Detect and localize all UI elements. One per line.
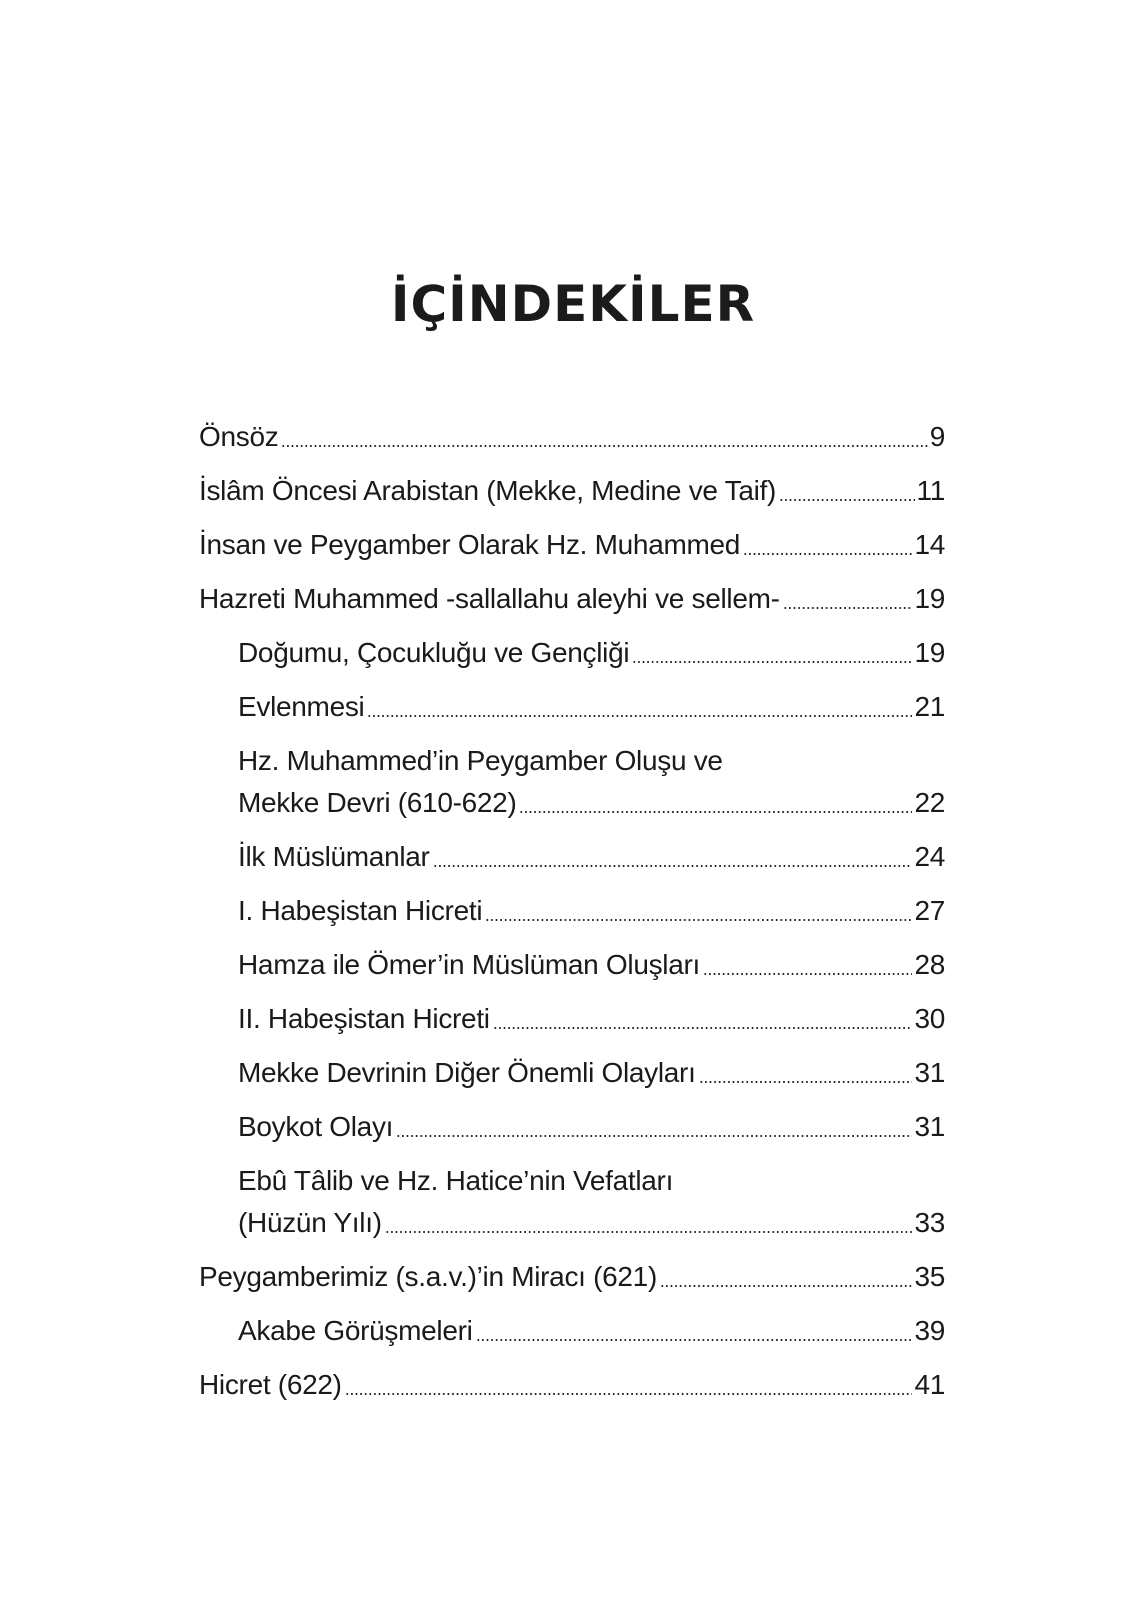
toc-page-number: 21 (914, 691, 945, 722)
toc-entry-i-habesistan-hicreti[interactable] (199, 890, 945, 932)
toc-page-number: 33 (914, 1207, 945, 1238)
toc-entry-insan-ve-peygamber[interactable] (199, 524, 945, 566)
dot-leader (783, 607, 913, 609)
dot-leader (699, 1081, 913, 1083)
toc-entry-title: İlk Müslümanlar (238, 841, 430, 872)
toc-page-number: 35 (914, 1261, 945, 1292)
dot-leader (660, 1285, 912, 1287)
toc-entry-hicret[interactable] (199, 1364, 945, 1406)
toc-entry-title: Akabe Görüşmeleri (238, 1315, 473, 1346)
dot-leader (493, 1027, 913, 1029)
dot-leader (396, 1135, 912, 1137)
dot-leader (485, 919, 912, 921)
toc-entry-title: Hamza ile Ömer’in Müslüman Oluşları (238, 949, 701, 980)
dot-leader (367, 715, 912, 717)
toc-entry-evlenmesi[interactable] (199, 686, 945, 728)
toc-entry-title-line1: Hz. Muhammed’in Peygamber Oluşu ve (238, 745, 723, 776)
dot-leader (476, 1339, 913, 1341)
toc-entry-title: Evlenmesi (238, 691, 365, 722)
toc-page-number: 30 (914, 1003, 945, 1034)
toc-entry-title: Hazreti Muhammed -sallallahu aleyhi ve sellem- (199, 583, 780, 614)
toc-entry-akabe-gorusmeleri[interactable] (199, 1310, 945, 1352)
table-of-contents (199, 416, 945, 1418)
toc-entry-boykot-olayi[interactable] (199, 1106, 945, 1148)
dot-leader (779, 499, 915, 501)
toc-entry-miraci[interactable] (199, 1256, 945, 1298)
toc-page-number: 31 (914, 1111, 945, 1142)
dot-leader (743, 553, 912, 555)
toc-entry-title: Önsöz (199, 421, 279, 452)
toc-page-number: 14 (914, 529, 945, 560)
toc-page-number: 39 (914, 1315, 945, 1346)
toc-entry-title-line1: Ebû Tâlib ve Hz. Hatice’nin Vefatları (238, 1165, 674, 1196)
toc-entry-title: İslâm Öncesi Arabistan (Mekke, Medine ve Taif) (199, 475, 777, 506)
toc-entry-dogumu[interactable] (199, 632, 945, 674)
toc-entry-last-line (238, 1202, 945, 1244)
toc-entry-title: İnsan ve Peygamber Olarak Hz. Muhammed (199, 529, 741, 560)
dot-leader (281, 445, 927, 447)
toc-entry-title: Mekke Devrinin Diğer Önemli Olayları (238, 1057, 696, 1088)
toc-page-number: 22 (914, 787, 945, 818)
toc-entry-title-line2: (Hüzün Yılı) (238, 1207, 382, 1238)
dot-leader (433, 865, 913, 867)
page-title: İÇİNDEKİLER (390, 275, 756, 333)
toc-entry-title: I. Habeşistan Hicreti (238, 895, 483, 926)
toc-entry-mekke-devrinin-olaylari[interactable] (199, 1052, 945, 1094)
toc-entry-title: Doğumu, Çocukluğu ve Gençliği (238, 637, 630, 668)
toc-entry-ii-habesistan-hicreti[interactable] (199, 998, 945, 1040)
toc-entry-title: Boykot Olayı (238, 1111, 394, 1142)
toc-page-number: 19 (914, 583, 945, 614)
toc-page-number: 28 (914, 949, 945, 980)
toc-entry-title: Peygamberimiz (s.a.v.)’in Miracı (621) (199, 1261, 657, 1292)
toc-page-number: 24 (914, 841, 945, 872)
toc-entry-last-line (238, 782, 945, 824)
toc-page-number: 41 (914, 1369, 945, 1400)
toc-page-number: 9 (929, 421, 945, 452)
toc-entry-title: Hicret (622) (199, 1369, 342, 1400)
toc-entry-hazreti-muhammed[interactable] (199, 578, 945, 620)
toc-page-number: 11 (916, 475, 945, 506)
toc-entry-peygamber-olusu[interactable] (199, 740, 945, 824)
dot-leader (519, 811, 912, 813)
dot-leader (345, 1393, 913, 1395)
toc-page-number: 19 (914, 637, 945, 668)
toc-entry-onsoz[interactable] (199, 416, 945, 458)
toc-entry-huzun-yili[interactable] (199, 1160, 945, 1244)
dot-leader (385, 1231, 913, 1233)
dot-leader (703, 973, 912, 975)
toc-page-number: 27 (914, 895, 945, 926)
toc-entry-islam-oncesi-arabistan[interactable] (199, 470, 945, 512)
toc-page-number: 31 (914, 1057, 945, 1088)
dot-leader (632, 661, 912, 663)
toc-entry-ilk-muslumanlar[interactable] (199, 836, 945, 878)
toc-entry-title-line2: Mekke Devri (610-622) (238, 787, 517, 818)
toc-entry-hamza-ile-omer[interactable] (199, 944, 945, 986)
toc-entry-title: II. Habeşistan Hicreti (238, 1003, 490, 1034)
